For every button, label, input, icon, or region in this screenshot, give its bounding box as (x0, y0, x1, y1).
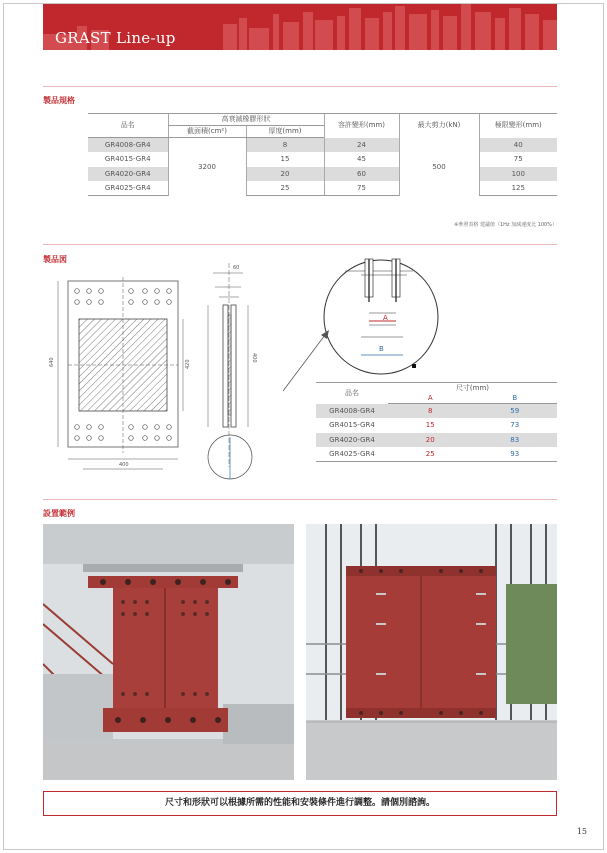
dims-cell-b: 73 (510, 421, 520, 430)
spec-header-allow: 容許變形(mm) (324, 114, 399, 138)
spec-cell-name: GR4020-GR4 (88, 167, 168, 182)
dim-height-label: 640 (49, 357, 55, 367)
spec-cell-limit: 75 (479, 152, 557, 167)
spec-header-limit: 極限變形(mm) (479, 114, 557, 138)
table-row (88, 138, 557, 153)
detail-view (283, 259, 438, 391)
section-divider (43, 86, 557, 87)
spec-cell-name: GR4025-GR4 (88, 181, 168, 196)
dims-cell-name: GR4008-GR4 (316, 404, 388, 419)
dims-cell-a: 20 (388, 433, 472, 448)
section-title-install: 設置範例 (43, 509, 75, 518)
dim-width-label: 400 (119, 462, 129, 468)
spec-cell-area: 3200 (168, 138, 246, 196)
dimension-table (316, 382, 557, 462)
dims-header-name: 品名 (316, 383, 388, 404)
section-title-spec: 製品規格 (43, 96, 75, 105)
side-view (208, 263, 257, 479)
install-photo-right (306, 524, 557, 780)
header-banner (43, 4, 557, 50)
spec-cell-allow: 24 (324, 138, 399, 153)
dims-cell-name: GR4020-GR4 (316, 433, 388, 448)
spec-table (88, 113, 557, 196)
table-row (316, 447, 557, 462)
spec-cell-thickness: 8 (246, 138, 324, 153)
spec-cell-name: GR4015-GR4 (104, 155, 151, 164)
spec-cell-limit: 100 (479, 167, 557, 182)
spec-cell-allow: 60 (324, 167, 399, 182)
dim-inner-label: 420 (185, 359, 191, 369)
spec-header-area: 截面積(cm²) (168, 126, 246, 138)
spec-cell-allow: 45 (324, 152, 399, 167)
dims-cell-b: 83 (472, 433, 557, 448)
spec-cell-thickness: 25 (246, 181, 324, 196)
dim-top-label: 60 (233, 265, 240, 271)
front-view (49, 277, 191, 469)
spec-footnote: ※參照表格 建議值（1Hz 加減速度比 100%） (454, 222, 557, 228)
dims-header-b: B (472, 393, 557, 404)
spec-cell-limit: 40 (479, 138, 557, 153)
dim-side-label: 400 (251, 353, 257, 363)
spec-cell-thickness: 20 (246, 167, 324, 182)
spec-header-name: 品名 (88, 114, 168, 138)
dim-a-label: A (383, 314, 388, 322)
section-title-drawing: 製品図 (43, 255, 67, 264)
dims-header-size: 尺寸(mm) (388, 383, 557, 394)
spec-cell-thickness: 15 (246, 152, 324, 167)
section-divider (43, 499, 557, 500)
dims-cell-b: 93 (472, 447, 557, 462)
spec-header-group: 高衰減橡膠形狀 (168, 114, 324, 126)
adjustment-notice: 尺寸和形狀可以根據所需的性能和安裝條件進行調整。請個別諮詢。 (43, 791, 557, 816)
spec-header-force: 最大剪力(kN) (399, 114, 479, 138)
page-title: GRAST Line-up (55, 29, 176, 47)
spec-cell-allow: 75 (324, 181, 399, 196)
table-row (316, 418, 557, 433)
table-row (316, 433, 557, 448)
table-row (88, 167, 557, 182)
page-number: 15 (576, 827, 587, 836)
dims-header-a: A (388, 393, 472, 404)
dim-b-label: B (379, 345, 384, 353)
spec-cell-force: 500 (399, 138, 479, 196)
spec-header-thickness: 厚度(mm) (246, 126, 324, 138)
dims-cell-a: 8 (388, 404, 472, 419)
table-row (88, 181, 557, 196)
dims-cell-name: GR4025-GR4 (316, 447, 388, 462)
install-photo-left (43, 524, 294, 780)
section-divider (43, 244, 557, 245)
spec-cell-name: GR4008-GR4 (88, 138, 168, 153)
spec-cell-limit: 125 (479, 181, 557, 196)
dims-cell-a: 25 (388, 447, 472, 462)
table-row (88, 152, 557, 167)
dims-cell-a: 15 (425, 421, 435, 430)
table-row (316, 404, 557, 419)
dims-cell-b: 59 (472, 404, 557, 419)
dims-cell-name: GR4015-GR4 (329, 421, 375, 430)
